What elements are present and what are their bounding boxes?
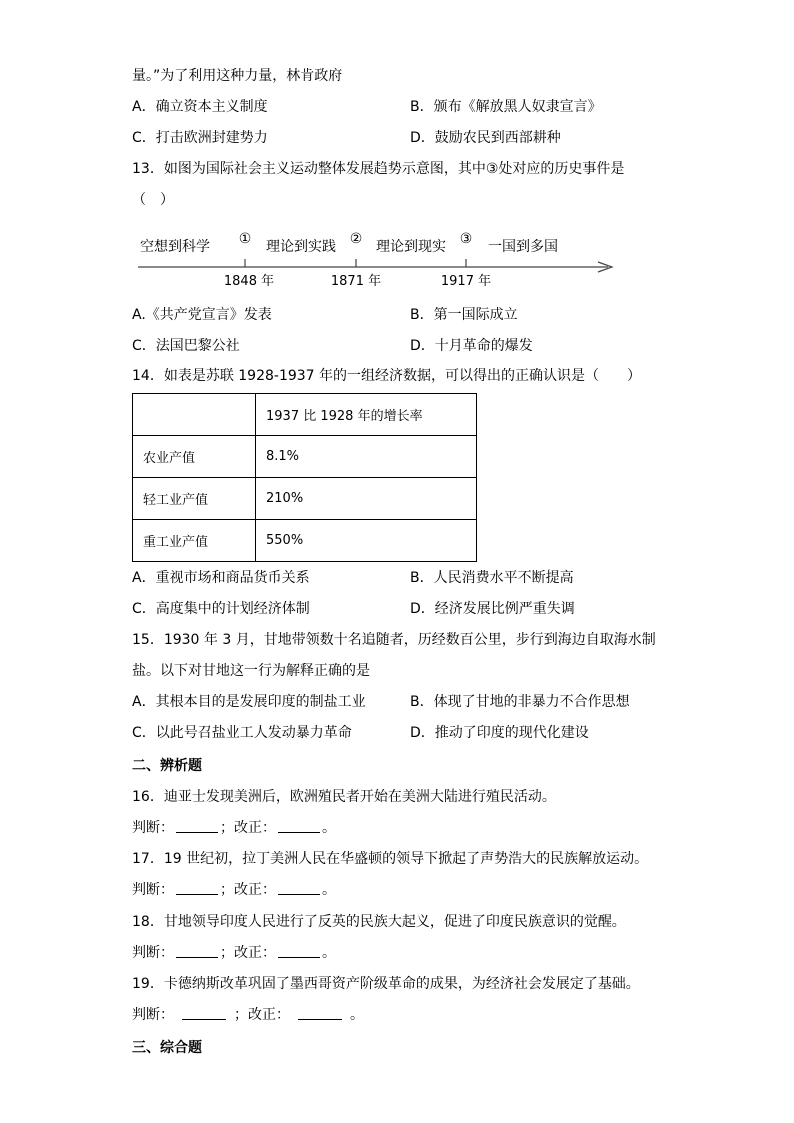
q14-option-d: D．经济发展比例严重失调: [410, 601, 575, 617]
table-header-row: [133, 394, 477, 436]
q12-option-d: D．鼓励农民到西部耕种: [410, 130, 561, 146]
table-header-cell: 1937 比 1928 年的增长率: [256, 394, 477, 436]
answer-end: 。: [322, 945, 336, 961]
judgment-blank[interactable]: [176, 880, 218, 895]
q16-stem: 16．迪亚士发现美洲后，欧洲殖民者开始在美洲大陆进行殖民活动。: [132, 789, 556, 805]
table-cell-value: 8.1%: [256, 436, 477, 478]
table-cell-label: 重工业产值: [133, 520, 256, 562]
timeline-year-1: 1848 年: [223, 274, 275, 289]
timeline-year-2: 1871 年: [330, 274, 382, 289]
q15-stem-line2: 盐。以下对甘地这一行为解释正确的是: [132, 663, 370, 679]
q17-answer-line: [132, 880, 336, 900]
q19-stem: 19．卡德纳斯改革巩固了墨西哥资产阶级革命的成果，为经济社会发展定了基础。: [132, 976, 640, 992]
timeline-stage-4: 一国到多国: [488, 239, 558, 255]
timeline-marker-3: ③: [459, 231, 473, 247]
q13-option-c: C．法国巴黎公社: [132, 338, 240, 354]
q19-answer-line: [132, 1005, 364, 1025]
table-row: [133, 520, 477, 562]
q14-option-b: B．人民消费水平不断提高: [410, 570, 574, 586]
table-header-cell: [133, 394, 256, 436]
q13-option-b: B．第一国际成立: [410, 307, 518, 323]
q15-option-b: B．体现了甘地的非暴力不合作思想: [410, 694, 630, 710]
economic-data-table: [132, 393, 477, 562]
timeline-year-3: 1917 年: [440, 274, 492, 289]
answer-end: 。: [322, 820, 336, 836]
judge-label: 判断：: [132, 820, 174, 836]
q15-stem-line1: 15．1930 年 3 月，甘地带领数十名追随者，历经数百公里，步行到海边自取海水制: [132, 632, 656, 648]
q15-option-d: D．推动了印度的现代化建设: [410, 725, 589, 741]
correction-label: ；改正：: [220, 882, 276, 898]
q14-option-c: C．高度集中的计划经济体制: [132, 601, 310, 617]
correction-label: ；改正：: [220, 820, 276, 836]
judge-label: 判断：: [132, 1007, 174, 1023]
q14-option-a: A．重视市场和商品货币关系: [132, 570, 310, 586]
q18-answer-line: [132, 943, 336, 963]
q13-option-a: A.《共产党宣言》发表: [132, 307, 272, 323]
table-cell-label: 农业产值: [133, 436, 256, 478]
timeline-stage-2: 理论到实践: [266, 239, 336, 255]
q12-option-a: A．确立资本主义制度: [132, 99, 268, 115]
q12-option-c: C．打击欧洲封建势力: [132, 130, 268, 146]
correction-blank[interactable]: [278, 943, 320, 958]
q18-stem: 18．甘地领导印度人民进行了反英的民族大起义，促进了印度民族意识的觉醒。: [132, 914, 626, 930]
timeline-marker-2: ②: [349, 231, 363, 247]
judgment-blank[interactable]: [182, 1005, 226, 1020]
table-cell-value: 210%: [256, 478, 477, 520]
timeline-stage-1: 空想到科学: [140, 239, 210, 255]
table-cell-value: 550%: [256, 520, 477, 562]
q12-option-b: B．颁布《解放黑人奴隶宣言》: [410, 99, 602, 115]
table-row: [133, 478, 477, 520]
answer-end: 。: [350, 1007, 364, 1023]
q15-option-c: C．以此号召盐业工人发动暴力革命: [132, 725, 352, 741]
table-cell-label: 轻工业产值: [133, 478, 256, 520]
q16-answer-line: [132, 818, 336, 838]
judgment-blank[interactable]: [176, 818, 218, 833]
q13-option-d: D．十月革命的爆发: [410, 338, 533, 354]
timeline-stage-3: 理论到现实: [376, 239, 446, 255]
q14-stem: 14．如表是苏联 1928-1937 年的一组经济数据，可以得出的正确认识是（ ）: [132, 368, 642, 384]
judge-label: 判断：: [132, 945, 174, 961]
answer-end: 。: [322, 882, 336, 898]
q15-option-a: A．其根本目的是发展印度的制盐工业: [132, 694, 366, 710]
q12-stem-tail: 量。”为了利用这种力量，林肯政府: [132, 68, 343, 84]
correction-blank[interactable]: [298, 1005, 342, 1020]
correction-label: ；改正：: [220, 945, 276, 961]
judge-label: 判断：: [132, 882, 174, 898]
correction-blank[interactable]: [278, 818, 320, 833]
table-row: [133, 436, 477, 478]
judgment-blank[interactable]: [176, 943, 218, 958]
section-2-title: 二、辨析题: [132, 758, 202, 774]
q17-stem: 17．19 世纪初，拉丁美洲人民在华盛顿的领导下掀起了声势浩大的民族解放运动。: [132, 851, 649, 867]
correction-blank[interactable]: [278, 880, 320, 895]
socialism-timeline-diagram: [132, 222, 622, 294]
correction-label: ；改正：: [234, 1007, 290, 1023]
q13-stem: 13．如图为国际社会主义运动整体发展趋势示意图，其中③处对应的历史事件是: [132, 161, 625, 177]
q13-paren: （ ）: [132, 192, 174, 208]
section-3-title: 三、综合题: [132, 1040, 202, 1056]
timeline-marker-1: ①: [238, 231, 252, 247]
